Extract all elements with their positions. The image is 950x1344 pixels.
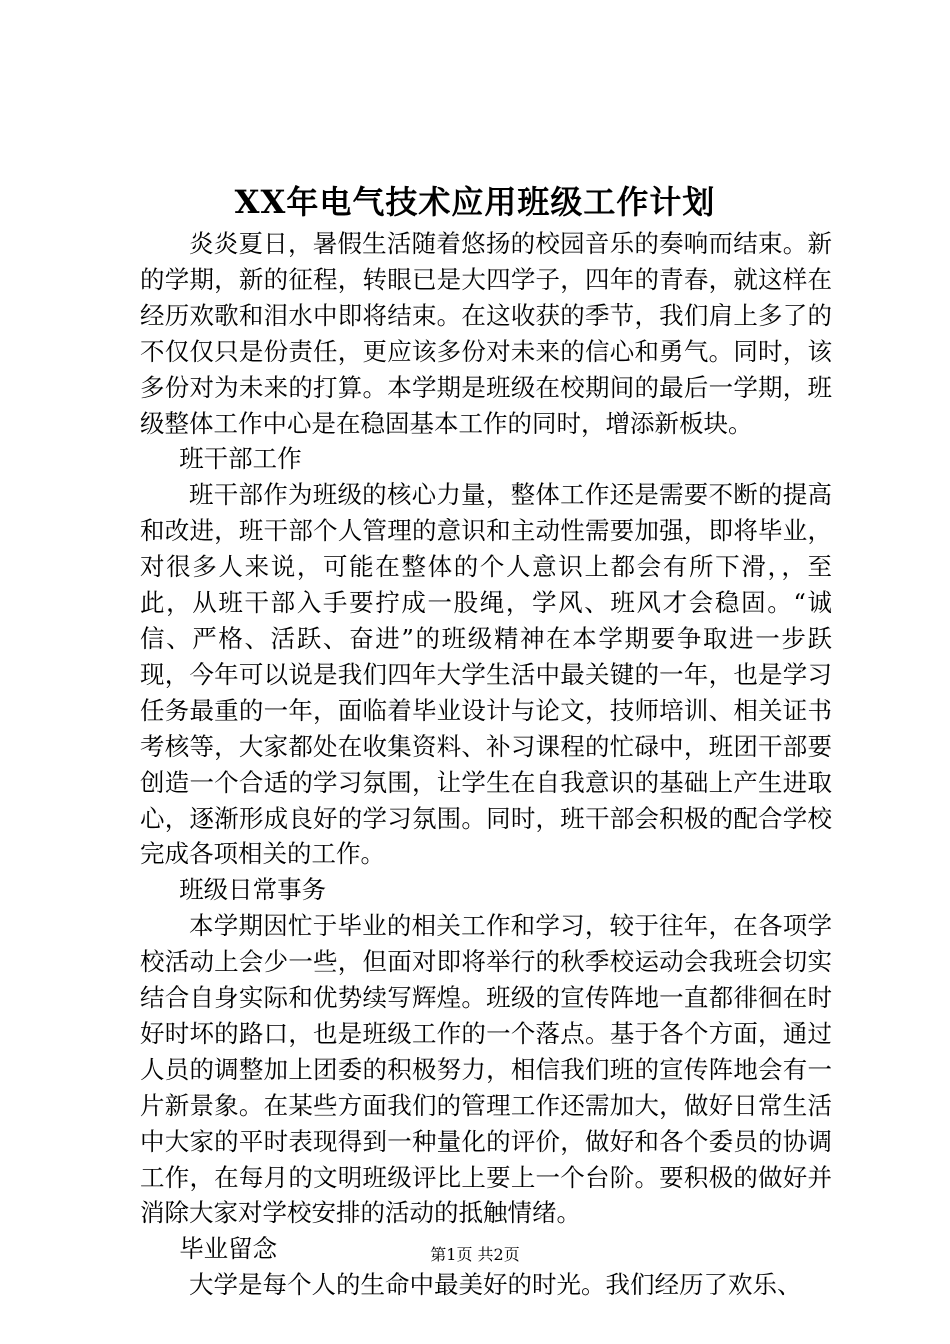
paragraph-intro: 炎炎夏日，暑假生活随着悠扬的校园音乐的奏响而结束。新的学期，新的征程，转眼已是大四学子，四年的青春，就这样在经历欢歌和泪水中即将结束。在这收获的季节，我们肩上多了的不仅仅只是份责任，更应该多份对未来的信心和勇气。同时，该多份对为未来的打算。本学期是班级在校期间的最后一学期，班级整体工作中心是在稳固基本工作的同时，增添新板块。 <box>140 229 832 438</box>
section-heading-daily-affairs: 班级日常事务 <box>179 875 327 905</box>
paragraph-daily-affairs: 本学期因忙于毕业的相关工作和学习，较于往年，在各项学校活动上会少一些，但面对即将举行的秋季校运动会我班会切实结合自身实际和优势续写辉煌。班级的宣传阵地一直都徘徊在时好时坏的路口，也是班级工作的一个落点。基于各个方面，通过人员的调整加上团委的积极努力，相信我们班的宣传阵地会有一片新景象。在某些方面我们的管理工作还需加大，做好日常生活中大家的平时表现得到一种量化的评价，做好和各个委员的协调工作，在每月的文明班级评比上要上一个台阶。要积极的做好并消除大家对学校安排的活动的抵触情绪。 <box>140 911 832 1228</box>
section-heading-graduation: 毕业留念 <box>179 1234 278 1264</box>
page-number-footer: 第1页 共2页 <box>430 1245 520 1264</box>
paragraph-class-cadre: 班干部作为班级的核心力量，整体工作还是需要不断的提高和改进，班干部个人管理的意识和主动性需要加强，即将毕业，对很多人来说，可能在整体的个人意识上都会有所下滑，，至此，从班干部入手要拧成一股绳，学风、班风才会稳固。“诚信、严格、活跃、奋进”的班级精神在本学期要争取进一步跃现，今年可以说是我们四年大学生活中最关键的一年，也是学习任务最重的一年，面临着毕业设计与论文，技师培训、相关证书考核等，大家都处在收集资料、补习课程的忙碌中，班团干部要创造一个合适的学习氛围，让学生在自我意识的基础上产生进取心，逐渐形成良好的学习氛围。同时，班干部会积极的配合学校完成各项相关的工作。 <box>140 480 832 869</box>
document-body <box>140 226 832 1303</box>
paragraph-graduation: 大学是每个人的生命中最美好的时光。我们经历了欢乐、 <box>189 1270 802 1300</box>
section-heading-class-cadre: 班干部工作 <box>179 444 302 474</box>
document-title: XX年电气技术应用班级工作计划 <box>234 183 716 221</box>
